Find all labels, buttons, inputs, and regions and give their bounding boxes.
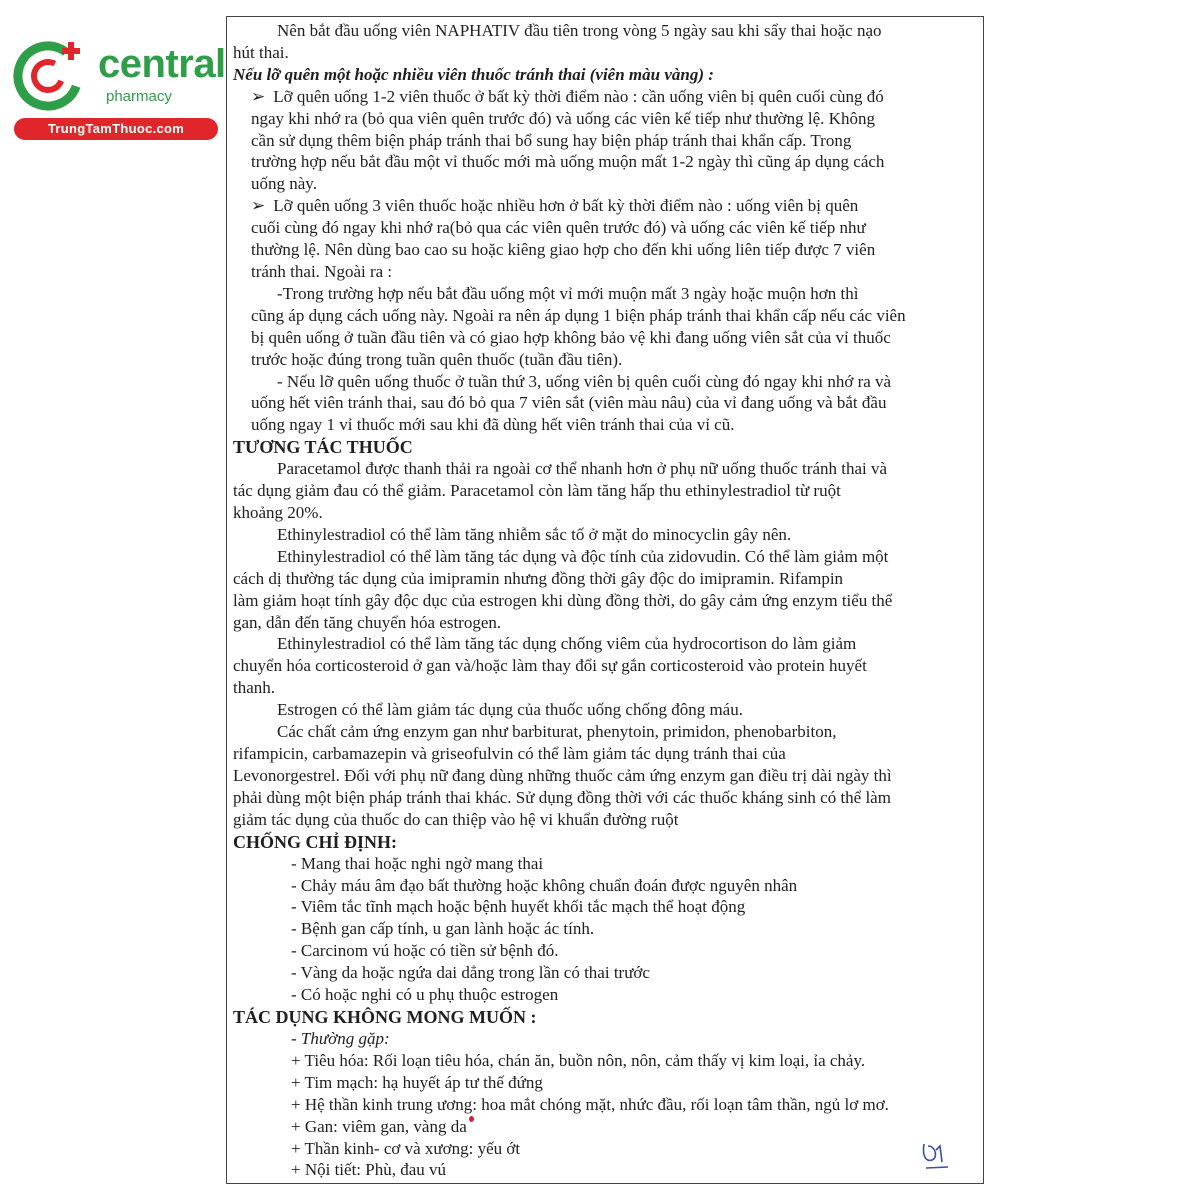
brand-name: central [98, 42, 226, 86]
contraindication-item: - Bệnh gan cấp tính, u gan lành hoặc ác tính. [291, 919, 595, 939]
contraindication-item: - Viêm tắc tĩnh mạch hoặc bệnh huyết khối tắc mạch thể hoạt động [291, 897, 746, 917]
interaction-line: chuyển hóa corticosteroid ở gan và/hoặc làm thay đổi sự gắn corticosteroid vào protein huyết [233, 656, 867, 676]
side-effect-item: + Hệ thần kinh trung ương: hoa mắt chóng mặt, nhức đầu, rối loạn tâm thần, ngủ lơ mơ. [291, 1094, 889, 1114]
contraindication-item: - Chảy máu âm đạo bất thường hoặc không chuẩn đoán được nguyên nhân [291, 875, 798, 895]
interaction-line: làm giảm hoạt tính gây độc dục của estrogen khi dùng đồng thời, do gây cảm ứng enzym tiểu thể [233, 590, 893, 610]
side-effect-item: + Tiêu hóa: Rối loạn tiêu hóa, chán ăn, buồn nôn, nôn, cảm thấy vị kim loại, ỉa chảy. [291, 1050, 866, 1070]
sub-1-line: cũng áp dụng cách uống này. Ngoài ra nên áp dụng 1 biện pháp tránh thai khẩn cấp nếu các viên [251, 305, 906, 325]
sub-1-line: trước hoặc đúng trong tuần quên thuốc (tuần đầu tiên). [251, 349, 623, 369]
intro-line: hút thai. [233, 42, 289, 62]
sub-2-line: uống ngay 1 vỉ thuốc mới sau khi đã dùng hết viên tránh thai của vỉ cũ. [251, 415, 735, 435]
common-label-line: - Thường gặp: [291, 1028, 390, 1048]
arrow-bullet-icon: ➢ [251, 196, 266, 216]
bullet-2-line: cuối cùng đó ngay khi nhớ ra(bỏ qua các viên quên trước đó) và uống các viên kế tiếp như [251, 218, 866, 238]
brand-subtitle: pharmacy [106, 88, 172, 105]
interaction-line: Ethinylestradiol có thể làm tăng tác dụng chống viêm của hydrocortison do làm giảm [277, 634, 857, 654]
contraindication-item: - Carcinom vú hoặc có tiền sử bệnh đó. [291, 941, 559, 961]
interaction-line: phải dùng một biện pháp tránh thai khác. Sử dụng đồng thời với các thuốc kháng sinh có thể làm [233, 787, 891, 807]
bullet-1-line [227, 86, 983, 108]
initials-signature-icon [918, 1136, 958, 1172]
sub-1-line: bị quên uống ở tuần đầu tiên và có giao hợp không bảo vệ khi đang uống viên sắt của vỉ thuốc [251, 327, 891, 347]
intro-line: Nên bắt đầu uống viên NAPHATIV đầu tiên trong vòng 5 ngày sau khi sẩy thai hoặc nạo [277, 21, 882, 40]
interaction-line: tác dụng giảm đau có thể giảm. Paracetamol còn làm tăng hấp thu ethinylestradiol từ ruột [233, 481, 841, 501]
document-page [226, 16, 984, 1184]
interaction-line: Paracetamol được thanh thải ra ngoài cơ thể nhanh hơn ở phụ nữ uống thuốc tránh thai và [277, 459, 888, 479]
interaction-line: cách dị thường tác dụng của imipramin nhưng đồng thời gây độc do imipramin. Rifampin [233, 568, 844, 588]
bullet-1-line: ngay khi nhớ ra (bỏ qua viên quên trước đó) và uống các viên kế tiếp như thường lệ. Không [251, 108, 875, 128]
interaction-line: Levonorgestrel. Đối với phụ nữ đang dùng những thuốc cảm ứng enzym gan điều trị dài ngày thì [233, 765, 892, 785]
brand-logo [10, 36, 226, 136]
interaction-line: Estrogen có thể làm giảm tác dụng của thuốc uống chống đông máu. [277, 700, 743, 720]
interaction-line: Các chất cảm ứng enzym gan như barbiturat, phenytoin, primidon, phenobarbiton, [277, 722, 837, 742]
side-effect-item [227, 1116, 983, 1138]
red-ink-mark-icon [469, 1116, 474, 1122]
contraindication-item: - Vàng da hoặc ngứa dai dẳng trong lần có thai trước [291, 963, 650, 983]
interaction-line: thanh. [233, 678, 276, 698]
bullet-1-line: uống này. [251, 174, 317, 194]
brand-url-badge[interactable]: TrungTamThuoc.com [14, 118, 218, 140]
interactions-heading: TƯƠNG TÁC THUỐC [233, 437, 413, 458]
bullet-2-line: thường lệ. Nên dùng bao cao su hoặc kiêng giao hợp cho đến khi uống liên tiếp được 7 viên [251, 240, 876, 260]
interaction-line: Ethinylestradiol có thể làm tăng tác dụng và độc tính của zidovudin. Có thể làm giảm một [277, 546, 889, 566]
sub-2-line: uống hết viên tránh thai, sau đó bỏ qua 7 viên sắt (viên màu nâu) của vỉ đang uống và bắt đầu [251, 393, 887, 413]
arrow-bullet-icon: ➢ [251, 86, 266, 106]
side-effect-item: + Nội tiết: Phù, đau vú [291, 1160, 447, 1180]
side-effect-item: + Thần kinh- cơ và xương: yếu ớt [291, 1138, 521, 1158]
interaction-line: giảm tác dụng của thuốc do can thiệp vào hệ vi khuẩn đường ruột [233, 809, 679, 829]
contraindication-item: - Mang thai hoặc nghi ngờ mang thai [291, 853, 544, 873]
interaction-line: gan, dẫn đến tăng chuyển hóa estrogen. [233, 612, 502, 632]
bullet-2-line [227, 195, 983, 217]
bullet-1-line: trường hợp nếu bắt đầu một vỉ thuốc mới mà uống muộn mất 1-2 ngày thì cũng áp dụng cách [251, 152, 885, 172]
bullet-2-text: Lỡ quên uống 3 viên thuốc hoặc nhiều hơn ở bất kỳ thời điểm nào : uống viên bị quên [273, 196, 859, 216]
interaction-line: khoảng 20%. [233, 503, 323, 523]
interaction-line: Ethinylestradiol có thể làm tăng nhiễm sắc tố ở mặt do minocyclin gây nên. [277, 524, 792, 544]
contraindication-item: - Có hoặc nghi có u phụ thuộc estrogen [291, 985, 559, 1005]
common-label: Thường gặp: [300, 1028, 390, 1048]
sub-2-line: - Nếu lỡ quên uống thuốc ở tuần thứ 3, uống viên bị quên cuối cùng đó ngay khi nhớ ra và [277, 371, 892, 391]
bullet-1-line: cần sử dụng thêm biện pháp tránh thai bổ sung hay biện pháp tránh thai khẩn cấp. Trong [251, 130, 852, 150]
forgot-heading: Nếu lỡ quên một hoặc nhiều viên thuốc tránh thai (viên màu vàng) : [233, 64, 714, 84]
contraindications-heading: CHỐNG CHỈ ĐỊNH: [233, 831, 398, 852]
bullet-1-text: Lỡ quên uống 1-2 viên thuốc ở bất kỳ thời điểm nào : cần uống viên bị quên cuối cùng đó [273, 86, 884, 106]
interaction-line: rifampicin, carbamazepin và griseofulvin có thể làm giảm tác dụng tránh thai của [233, 744, 786, 763]
side-effect-text: + Gan: viêm gan, vàng da [291, 1116, 467, 1136]
side-effect-item: + Tim mạch: hạ huyết áp tư thế đứng [291, 1072, 543, 1092]
central-pharmacy-logo-icon [10, 36, 90, 116]
sub-1-line: -Trong trường hợp nếu bắt đầu uống một vỉ mới muộn mất 3 ngày hoặc muộn hơn thì [277, 283, 859, 303]
bullet-2-line: tránh thai. Ngoài ra : [251, 261, 393, 281]
side-effects-heading: TÁC DỤNG KHÔNG MONG MUỐN : [233, 1006, 537, 1027]
